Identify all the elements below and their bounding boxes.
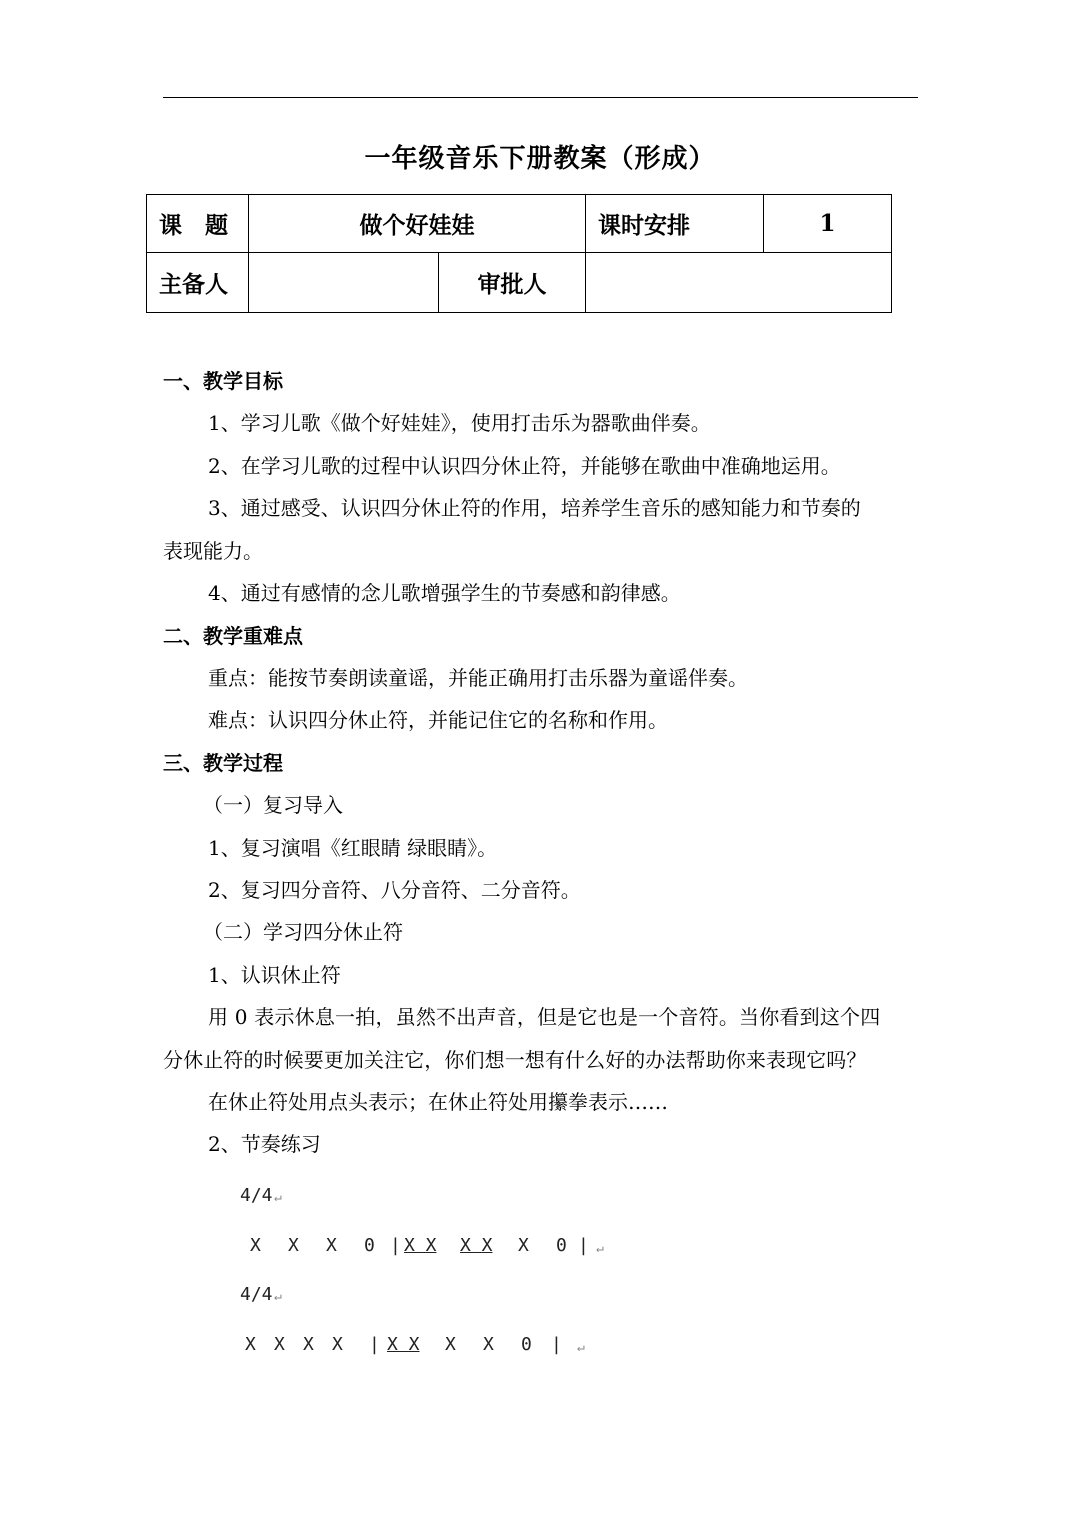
rhythm-rest: 0 [364,1235,375,1256]
review-2: 2、复习四分音符、八分音符、二分音符。 [208,878,581,902]
rhythm-note: X [245,1334,256,1355]
rhythm-note: X [445,1334,456,1355]
return-mark: ↵ [274,1289,282,1304]
rhythm-line-2 [245,1334,625,1358]
key-heading: 二、教学重难点 [163,624,303,648]
goal-1: 1、学习儿歌《做个好娃娃》，使用打击乐为器歌曲伴奏。 [208,411,711,435]
table-row [147,195,892,253]
time-signature-text: 4/4 [240,1185,273,1206]
rhythm-note: X [518,1235,529,1256]
rhythm-note: X [326,1235,337,1256]
rhythm-note: X [288,1235,299,1256]
paragraph-line-3: 在休止符处用点头表示；在休止符处用攥拳表示…… [208,1090,668,1114]
rhythm-eighth-pair: X X [404,1235,437,1256]
rhythm-note: X [332,1334,343,1355]
review-1: 1、复习演唱《红眼睛 绿眼睛》。 [208,836,498,860]
rhythm-note: X [274,1334,285,1355]
learn-2: 2、节奏练习 [208,1132,321,1156]
goal-3: 3、通过感受、认识四分休止符的作用，培养学生音乐的感知能力和节奏的 [208,496,861,520]
hours-value: 1 [764,195,892,253]
rhythm-eighth-pair: X X [460,1235,493,1256]
subject-value: 做个好娃娃 [249,195,586,253]
preparer-label: 主备人 [147,253,249,313]
barline: | [369,1334,380,1355]
rhythm-rest: 0 [556,1235,567,1256]
preparer-value [249,253,439,313]
rhythm-rest: 0 [521,1334,532,1355]
subject-label: 课 题 [147,195,249,253]
goal-4: 4、通过有感情的念儿歌增强学生的节奏感和韵律感。 [208,581,681,605]
barline: | [578,1235,589,1256]
learn-1: 1、认识休止符 [208,963,341,987]
page-title: 一年级音乐下册教案（形成） [364,144,716,174]
return-mark: ↵ [274,1190,282,1205]
return-mark: ↵ [596,1241,604,1256]
approver-value [586,253,892,313]
part-1-heading: （一）复习导入 [203,793,343,817]
approver-label: 审批人 [439,253,586,313]
barline: | [551,1334,562,1355]
table-row [147,253,892,313]
paragraph-line-2: 分休止符的时候要更加关注它，你们想一想有什么好的办法帮助你来表现它吗？ [163,1048,867,1072]
barline: | [390,1235,401,1256]
goals-heading: 一、教学目标 [163,369,283,393]
time-signature-text: 4/4 [240,1284,273,1305]
header-rule [163,97,918,98]
paragraph-line-1: 用 0 表示休息一拍，虽然不出声音，但是它也是一个音符。当你看到这个四 [208,1005,881,1029]
hours-label: 课时安排 [586,195,764,253]
return-mark: ↵ [577,1340,585,1355]
rhythm-note: X [303,1334,314,1355]
lesson-info-table [146,194,892,313]
rhythm-note: X [250,1235,261,1256]
rhythm-eighth-pair: X X [387,1334,420,1355]
key-point: 重点：能按节奏朗读童谣，并能正确用打击乐器为童谣伴奏。 [208,666,748,690]
part-2-heading: （二）学习四分休止符 [203,920,403,944]
goal-3-cont: 表现能力。 [163,539,263,563]
goal-2: 2、在学习儿歌的过程中认识四分休止符，并能够在歌曲中准确地运用。 [208,454,841,478]
rhythm-note: X [483,1334,494,1355]
difficulty-point: 难点：认识四分休止符，并能记住它的名称和作用。 [208,708,668,732]
rhythm-line-1 [250,1235,630,1259]
process-heading: 三、教学过程 [163,751,283,775]
